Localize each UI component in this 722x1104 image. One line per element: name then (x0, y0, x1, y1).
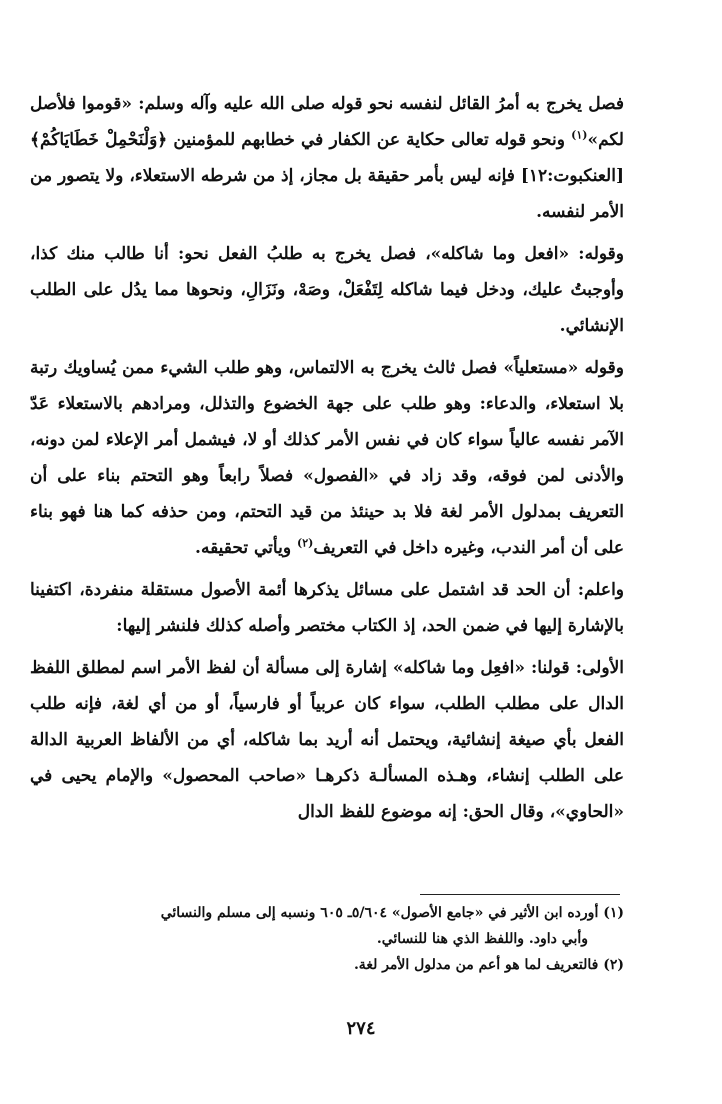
paragraph-3 (30, 350, 624, 566)
footnote-1 (30, 900, 624, 926)
footnote-2 (30, 952, 624, 978)
paragraph-5: الأولى: قولنا: «افعِل وما شاكله» إشارة إلى مسألة أن لفظ الأمر اسم لمطلق اللفظ الدال على مطلب الطلب، سواء كان عربياً أو فارسياً، أو من أي لغة، فإنه طلب الفعل بأي صيغة إنشائية، ويحتمل أنه أريد بما شاكله، أي من الألفاظ العربية الدالة على الطلب إنشاء، وهـذه المسألـة ذكرهـا «صاحب المحصول» والإمام يحيى في «الحاوي»، وقال الحق: إنه موضوع للفظ الدال (30, 658, 624, 822)
paragraph-4: واعلم: أن الحد قد اشتمل على مسائل يذكرها أئمة الأصول مستقلة منفردة، اكتفينا بالإشارة إليها في ضمن الحد، إذ الكتاب مختصر وأصله كذلك فلنشر إليها: (30, 580, 624, 636)
paragraph-3-text-b: ويأتي تحقيقه. (195, 538, 297, 558)
paragraph-1-text-a: فصل يخرج به أمرُ القائل لنفسه نحو قوله صلى الله عليه وآله وسلم: «قوموا فلأصل لكم» (30, 94, 624, 150)
footnote-1-continuation: وأبي داود. واللفظ الذي هنا للنسائي. (376, 931, 588, 947)
paragraph-1-text-c: [العنكبوت:١٢] فإنه ليس بأمر حقيقة بل مجاز، إذ من شرطه الاستعلاء، ولا يتصور من الأمر لنفسه. (30, 166, 624, 222)
main-text (30, 86, 624, 830)
footnote-2-text: فالتعريف لما هو أعم من مدلول الأمر لغة. (353, 957, 599, 973)
footnote-1-marker: (١) (603, 905, 624, 921)
paragraph-2: وقوله: «افعل وما شاكله»، فصل يخرج به طلبُ الفعل نحو: أنا طالب منك كذا، وأوجبتُ عليك، ودخل فيما شاكله لِتَفْعَلْ، وصَهْ، ونَزَالِ، ونحوها مما يدُل على الطلب الإنشائي. (30, 244, 624, 336)
page-number: ٢٧٤ (346, 1018, 376, 1039)
footnote-ref-2[interactable]: (٢) (296, 536, 314, 550)
footnote-2-marker: (٢) (603, 957, 624, 973)
footnote-divider (420, 894, 620, 895)
footnote-ref-1[interactable]: (١) (571, 128, 588, 142)
paragraph-3-text-a: وقوله «مستعلياً» فصل ثالث يخرج به الالتماس، وهو طلب الشيء ممن يُساويك رتبة بلا استعلاء، والدعاء: وهو طلب على جهة الخضوع والتذلل، ومرادهم بالاستعلاء عَدّ الآمر نفسه عالياً سواء كان في نفس الأمر كذلك أو لا، فيشمل أمر الإعلاء لمن دونه، والأدنى لمن فوقه، وقد زاد في «الفصول» فصلاً رابعاً وهو التحتم بناء على أن التعريف بمدلول الأمر لغة فلا بد حينئذ من قيد التحتم، ومن حذفه كما هنا فهو بناء على أن أمر الندب، وغيره داخل في التعريف (30, 358, 624, 558)
paragraph-1-text-b: ونحو قوله تعالى حكاية عن الكفار في خطابهم للمؤمنين (167, 130, 572, 150)
footnote-1-text: أورده ابن الأثير في «جامع الأصول» ٥/٦٠٤ـ ٦٠٥ ونسبه إلى مسلم والنسائي (160, 905, 599, 921)
quran-verse: ﴿وَلْنَحْمِلْ خَطَايَاكُمْ﴾ (30, 130, 168, 150)
footnotes (30, 900, 624, 978)
paragraph-1 (30, 86, 624, 230)
